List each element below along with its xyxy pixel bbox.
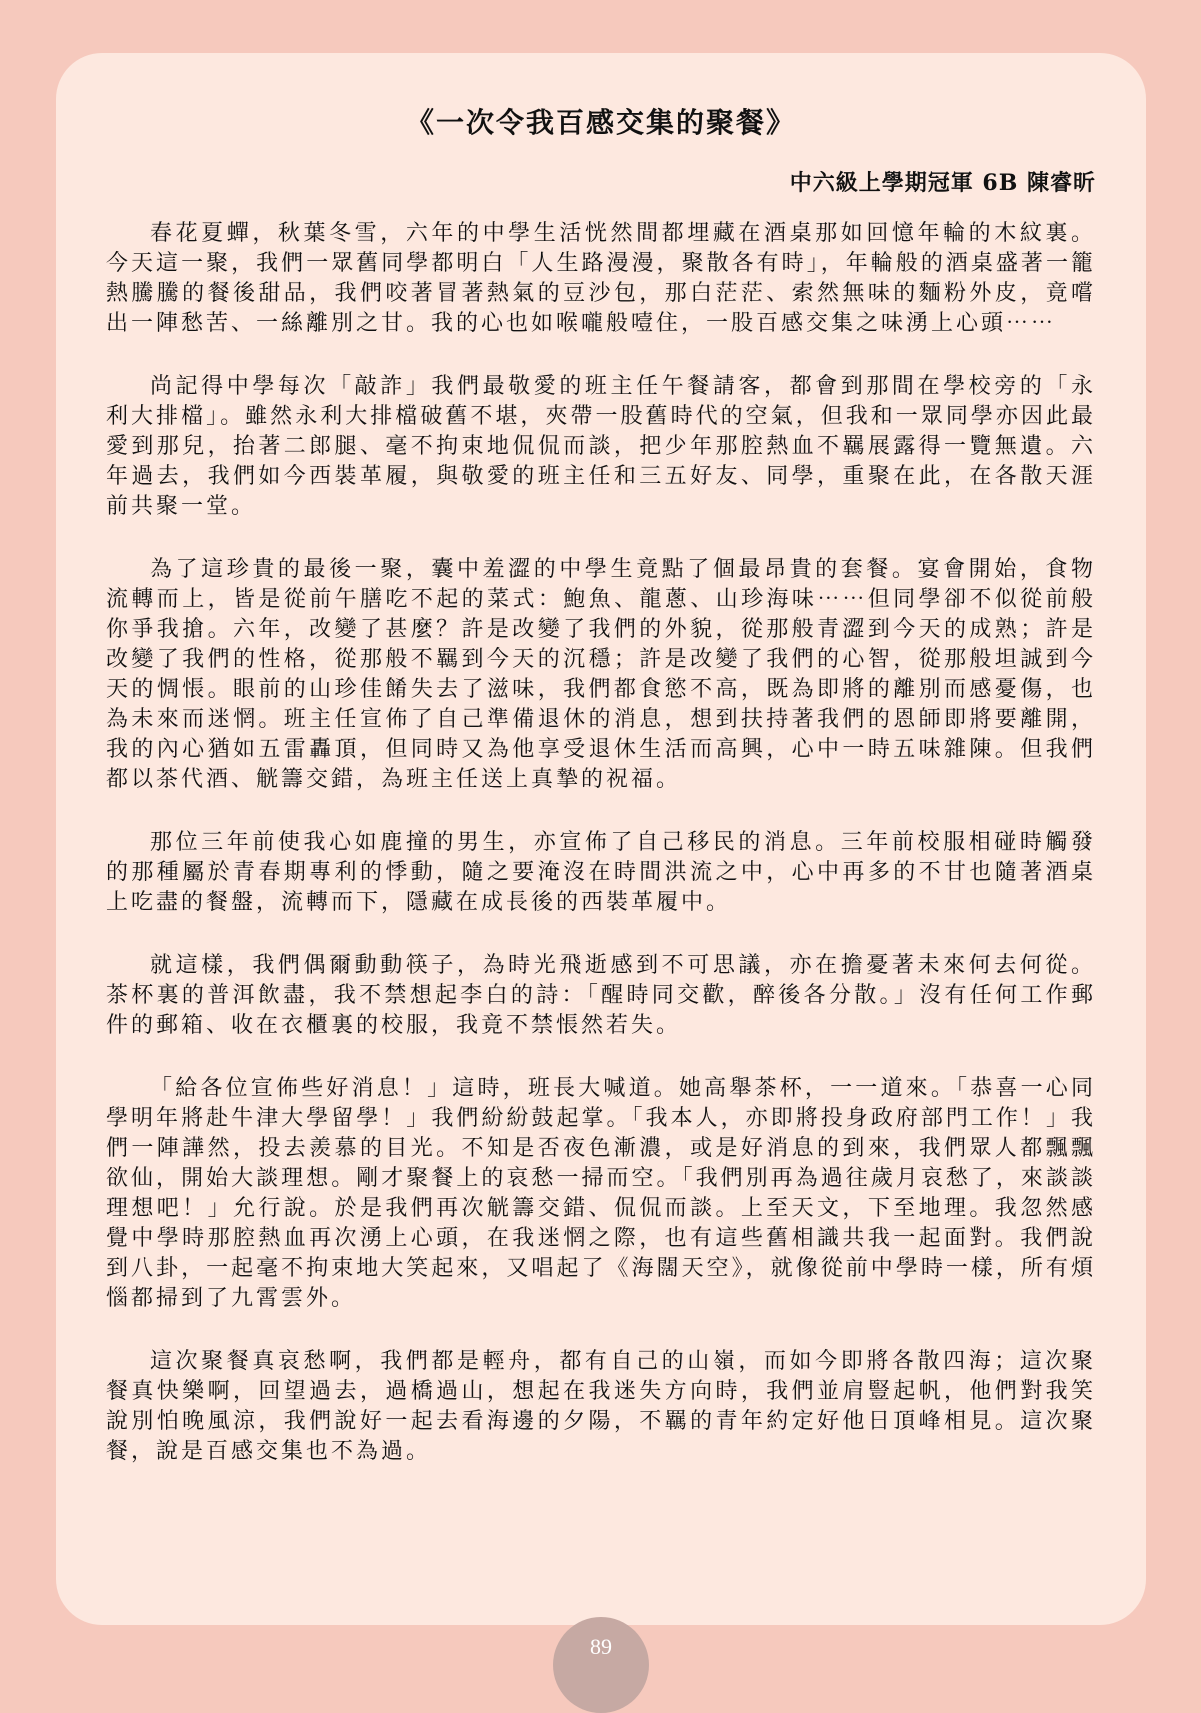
paragraph-7: 這次聚餐真哀愁啊，我們都是輕舟，都有自己的山嶺，而如今即將各散四海；這次聚餐真快樂啊，回望過去，過橋過山，想起在我迷失方向時，我們並肩豎起帆，他們對我笑說別怕晚風涼，我們說好一起去看海邊的夕陽，不羈的青年約定好他日頂峰相見。這次聚餐，說是百感交集也不為過。 [106,1349,1096,1464]
paragraph-6: 「給各位宣佈些好消息！」這時，班長大喊道。她高舉茶杯，一一道來。「恭喜一心同學明年將赴牛津大學留學！」我們紛紛鼓起掌。「我本人，亦即將投身政府部門工作！」我們一陣譁然，投去羨慕的目光。不知是否夜色漸濃，或是好消息的到來，我們眾人都飄飄欲仙，開始大談理想。剛才聚餐上的哀愁一掃而空。「我們別再為過往歲月哀愁了，來談談理想吧！」允行說。於是我們再次觥籌交錯、侃侃而談。上至天文，下至地理。我忽然感覺中學時那腔熱血再次湧上心頭，在我迷惘之際，也有這些舊相識共我一起面對。我們說到八卦，一起毫不拘束地大笑起來，又唱起了《海闊天空》，就像從前中學時一樣，所有煩惱都掃到了九霄雲外。 [106,1076,1096,1311]
article-body [106,219,1096,1500]
paragraph-5: 就這樣，我們偶爾動動筷子，為時光飛逝感到不可思議，亦在擔憂著未來何去何從。茶杯裏的普洱飲盡，我不禁想起李白的詩：「醒時同交歡，醉後各分散。」沒有任何工作郵件的郵箱、收在衣櫃裏的校服，我竟不禁悵然若失。 [106,953,1096,1038]
article-sheet [56,53,1146,1625]
paragraph-1: 春花夏蟬，秋葉冬雪，六年的中學生活恍然間都埋藏在酒桌那如回憶年輪的木紋裏。今天這一聚，我們一眾舊同學都明白「人生路漫漫，聚散各有時」，年輪般的酒桌盛著一籠熱騰騰的餐後甜品，我們咬著冒著熱氣的豆沙包，那白茫茫、索然無味的麵粉外皮，竟嚐出一陣愁苦、一絲離別之甘。我的心也如喉嚨般噎住，一股百感交集之味湧上心頭⋯⋯ [106,221,1096,336]
paragraph-2: 尚記得中學每次「敲詐」我們最敬愛的班主任午餐請客，都會到那間在學校旁的「永利大排檔」。雖然永利大排檔破舊不堪，夾帶一股舊時代的空氣，但我和一眾同學亦因此最愛到那兒，抬著二郎腿、毫不拘束地侃侃而談，把少年那腔熱血不羈展露得一覽無遺。六年過去，我們如今西裝革履，與敬愛的班主任和三五好友、同學，重聚在此，在各散天涯前共聚一堂。 [106,374,1096,519]
paragraph-3: 為了這珍貴的最後一聚，囊中羞澀的中學生竟點了個最昂貴的套餐。宴會開始，食物流轉而上，皆是從前午膳吃不起的菜式：鮑魚、龍蔥、山珍海味⋯⋯但同學卻不似從前般你爭我搶。六年，改變了甚麼？許是改變了我們的外貌，從那般青澀到今天的成熟；許是改變了我們的性格，從那般不羈到今天的沉穩；許是改變了我們的心智，從那般坦誠到今天的惆悵。眼前的山珍佳餚失去了滋味，我們都食慾不高，既為即將的離別而感憂傷，也為未來而迷惘。班主任宣佈了自己準備退休的消息，想到扶持著我們的恩師即將要離開，我的內心猶如五雷轟頂，但同時又為他享受退休生活而高興，心中一時五味雜陳。但我們都以茶代酒、觥籌交錯，為班主任送上真摯的祝福。 [106,557,1096,792]
page-number: 89 [553,1617,649,1713]
paragraph-4: 那位三年前使我心如鹿撞的男生，亦宣佈了自己移民的消息。三年前校服相碰時觸發的那種屬於青春期專利的悸動，隨之要淹沒在時間洪流之中，心中再多的不甘也隨著酒桌上吃盡的餐盤，流轉而下，隱藏在成長後的西裝革履中。 [106,830,1096,915]
article-title: 《一次令我百感交集的聚餐》 [405,106,796,139]
author-byline: 中六級上學期冠軍 6B 陳睿昕 [789,170,1096,196]
